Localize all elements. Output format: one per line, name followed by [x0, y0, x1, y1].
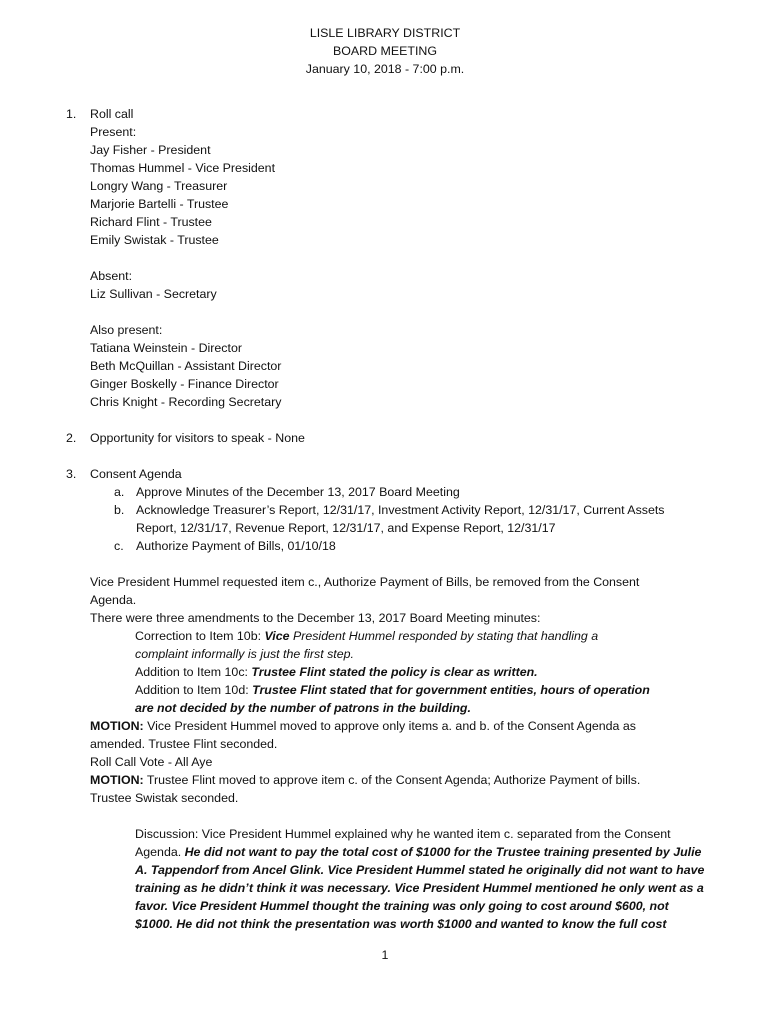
motion-label: MOTION:: [90, 773, 144, 787]
discussion-text: A. Tappendorf from Ancel Glink. Vice President Hummel stated he originally did not want to have: [135, 863, 705, 877]
item-number: 2.: [66, 431, 77, 445]
subitem-letter: c.: [114, 539, 124, 553]
motion-2: [90, 771, 706, 789]
also-present-member: Chris Knight - Recording Secretary: [90, 395, 282, 409]
absent-member: Liz Sullivan - Secretary: [90, 287, 217, 301]
discussion-text: favor. Vice President Hummel thought the training was only going to cost around $600, not: [135, 899, 669, 913]
meeting-date: January 10, 2018 - 7:00 p.m.: [305, 62, 465, 76]
discussion-text: [90, 843, 706, 861]
amendment-bold-text: Trustee Flint stated that for government entities, hours of operation: [252, 683, 650, 697]
motion-text: Vice President Hummel moved to approve only items a. and b. of the Consent Agenda as: [143, 719, 636, 733]
present-member: Thomas Hummel - Vice President: [90, 161, 276, 175]
motion-label: MOTION:: [90, 719, 144, 733]
amendment-10c: [90, 663, 706, 681]
item-title: Consent Agenda: [90, 467, 182, 481]
subitem-text: Report, 12/31/17, Revenue Report, 12/31/17, and Expense Report, 12/31/17: [136, 521, 556, 535]
amendment-label: Correction to Item 10b:: [135, 629, 265, 643]
amendment-10d-cont: are not decided by the number of patrons in the building.: [135, 701, 471, 715]
amendment-label: Addition to Item 10d:: [135, 683, 253, 697]
also-present-member: Tatiana Weinstein - Director: [90, 341, 242, 355]
item-title: Roll call: [90, 107, 134, 121]
agenda-subitem: [90, 483, 706, 501]
item-number: 3.: [66, 467, 77, 481]
amendment-bold-text: Vice: [264, 629, 290, 643]
subitem-text: Approve Minutes of the December 13, 2017 Board Meeting: [136, 485, 460, 499]
subitem-text: Authorize Payment of Bills, 01/10/18: [136, 539, 336, 553]
discussion-text: Discussion: Vice President Hummel explained why he wanted item c. separated from the Consent: [135, 827, 671, 841]
present-member: Marjorie Bartelli - Trustee: [90, 197, 229, 211]
also-present-member: Ginger Boskelly - Finance Director: [90, 377, 279, 391]
amendment-bold-text: Trustee Flint stated the policy is clear as written.: [251, 665, 538, 679]
amendment-italic-text: President Hummel responded by stating that handling a: [289, 629, 599, 643]
amendment-10b-cont: complaint informally is just the first step.: [135, 647, 354, 661]
meeting-title: BOARD MEETING: [333, 44, 437, 58]
roll-call-vote: Roll Call Vote - All Aye: [90, 755, 213, 769]
motion-text: Trustee Flint moved to approve item c. of the Consent Agenda; Authorize Payment of bills.: [143, 773, 641, 787]
agenda-subitem: [90, 501, 706, 537]
motion-1: [90, 717, 706, 735]
request-text: Agenda.: [90, 593, 137, 607]
absent-label: Absent:: [90, 269, 133, 283]
present-member: Jay Fisher - President: [90, 143, 211, 157]
document-header: [0, 24, 770, 78]
request-text: Vice President Hummel requested item c., Authorize Payment of Bills, be removed from the Consent: [90, 575, 640, 589]
also-present-label: Also present:: [90, 323, 163, 337]
amendment-10d: [90, 681, 706, 699]
motion-2-cont: Trustee Swistak seconded.: [90, 791, 239, 805]
discussion-text: $1000. He did not think the presentation was worth $1000 and wanted to know the full cost: [135, 917, 667, 931]
present-member: Richard Flint - Trustee: [90, 215, 212, 229]
amendment-label: Addition to Item 10c:: [135, 665, 252, 679]
amendment-10b: [90, 627, 706, 645]
present-member: Emily Swistak - Trustee: [90, 233, 219, 247]
page-number: 1: [381, 948, 389, 962]
also-present-member: Beth McQuillan - Assistant Director: [90, 359, 282, 373]
discussion-bold-italic: He did not want to pay the total cost of $1000 for the Trustee training presented by Julie: [184, 845, 702, 859]
subitem-letter: a.: [114, 485, 125, 499]
subitem-letter: b.: [114, 503, 125, 517]
item-title: Opportunity for visitors to speak - None: [90, 431, 305, 445]
discussion-plain: Agenda.: [135, 845, 185, 859]
motion-1-cont: amended. Trustee Flint seconded.: [90, 737, 278, 751]
discussion-text: training as he didn’t think it was necessary. Vice President Hummel mentioned he only went as a: [135, 881, 704, 895]
amendments-intro: There were three amendments to the December 13, 2017 Board Meeting minutes:: [90, 611, 541, 625]
district-title: LISLE LIBRARY DISTRICT: [309, 26, 461, 40]
present-label: Present:: [90, 125, 137, 139]
item-number: 1.: [66, 107, 77, 121]
present-member: Longry Wang - Treasurer: [90, 179, 228, 193]
agenda-subitem: [90, 537, 706, 555]
subitem-text: Acknowledge Treasurer’s Report, 12/31/17, Investment Activity Report, 12/31/17, Current Assets: [136, 503, 665, 517]
